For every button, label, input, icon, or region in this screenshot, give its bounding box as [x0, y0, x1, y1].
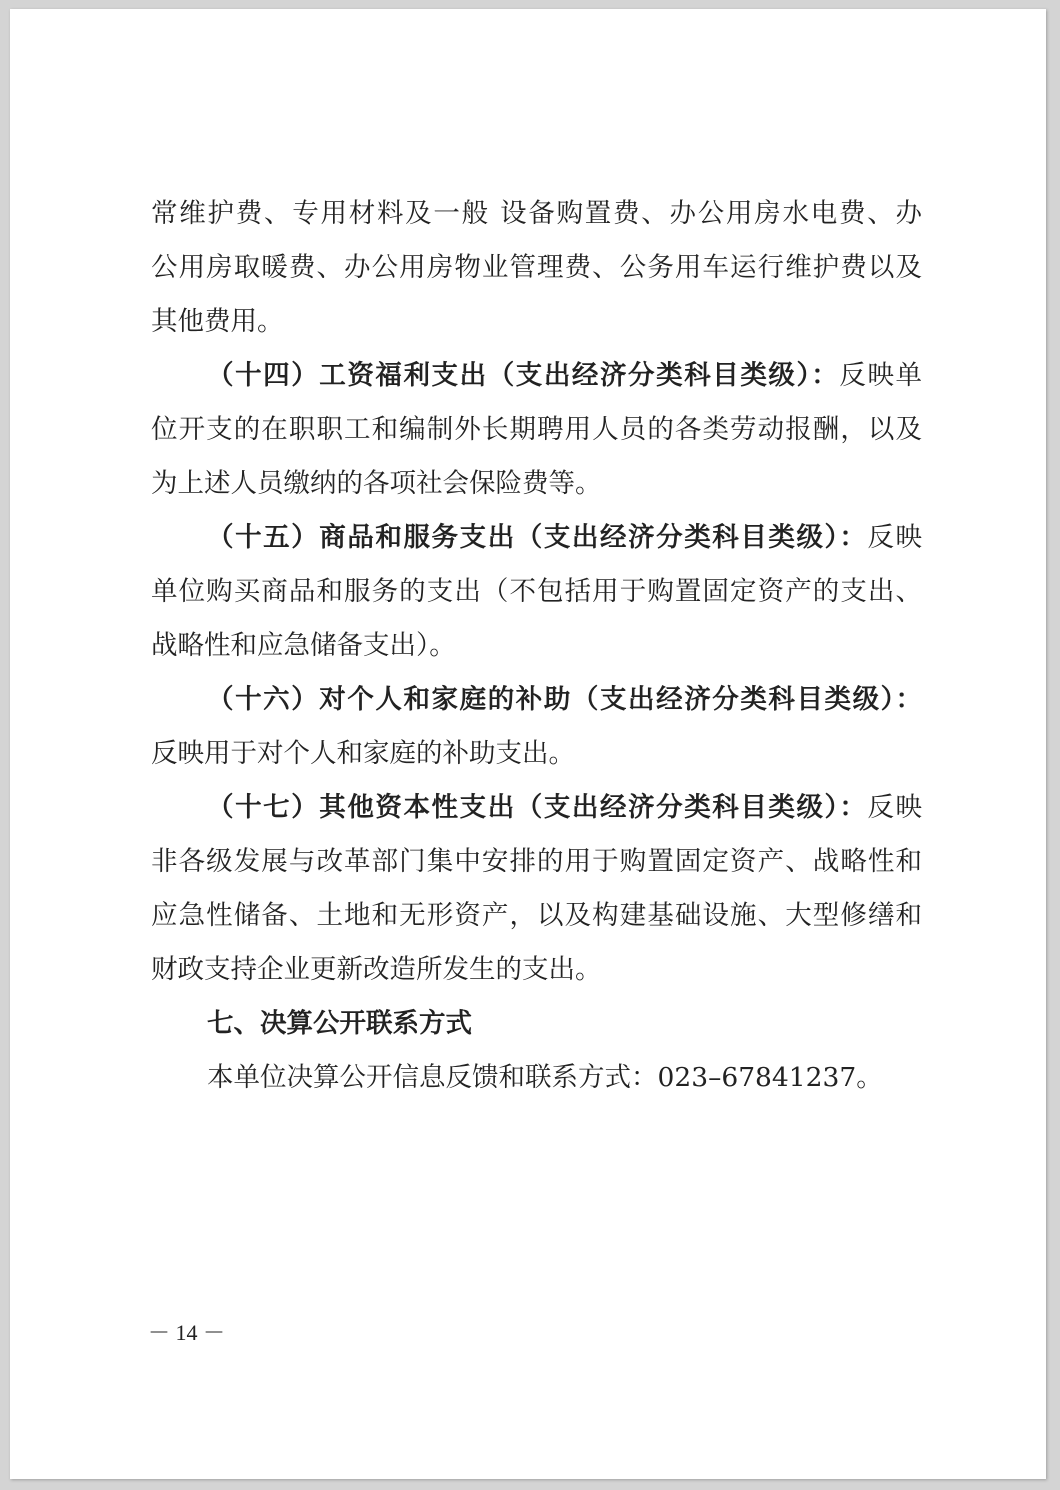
text-line-2 — [151, 241, 922, 295]
section-7-heading: 七、决算公开联系方式 — [207, 1008, 472, 1039]
text-line-11 — [151, 727, 922, 781]
line-text: 反映用于对个人和家庭的补助支出。 — [151, 738, 575, 769]
line-text: 其他费用。 — [151, 306, 284, 337]
text-line-1 — [151, 187, 922, 241]
line-text: 战略性和应急储备支出）。 — [151, 630, 456, 661]
text-line-8 — [151, 565, 922, 619]
item-14-heading-line — [151, 349, 922, 403]
line-text: 应急性储备、土地和无形资产，以及构建基础设施、大型修缮和 — [151, 900, 922, 931]
contact-line — [151, 1051, 922, 1105]
page-number: － 14 － — [148, 1320, 226, 1345]
line-text: 反映单 — [839, 360, 923, 391]
text-line-13 — [151, 835, 922, 889]
line-text: 单位购买商品和服务的支出（不包括用于购置固定资产的支出、 — [151, 576, 922, 607]
text-line-6 — [151, 457, 922, 511]
item-16-heading: （十六）对个人和家庭的补助（支出经济分类科目类级）： — [207, 684, 922, 715]
body-text — [151, 187, 922, 1105]
item-16-heading-line — [151, 673, 922, 727]
line-text: 非各级发展与改革部门集中安排的用于购置固定资产、战略性和 — [151, 846, 922, 877]
document-page — [10, 9, 1046, 1479]
line-text: 反映 — [867, 522, 923, 553]
item-15-heading-line — [151, 511, 922, 565]
line-text: 常维护费、专用材料及一般 设备购置费、办公用房水电费、办 — [151, 198, 922, 229]
line-text: 财政支持企业更新改造所发生的支出。 — [151, 954, 602, 985]
line-text: 公用房取暖费、办公用房物业管理费、公务用车运行维护费以及 — [151, 252, 922, 283]
line-text: 反映 — [867, 792, 923, 823]
line-text: 位开支的在职职工和编制外长期聘用人员的各类劳动报酬，以及 — [151, 414, 922, 445]
section-7-heading-line — [151, 997, 922, 1051]
contact-text: 本单位决算公开信息反馈和联系方式：023–67841237。 — [207, 1062, 883, 1093]
text-line-14 — [151, 889, 922, 943]
item-17-heading-line — [151, 781, 922, 835]
item-15-heading: （十五）商品和服务支出（支出经济分类科目类级）： — [207, 522, 868, 553]
text-line-15 — [151, 943, 922, 997]
text-line-3 — [151, 295, 922, 349]
text-line-5 — [151, 403, 922, 457]
text-line-9 — [151, 619, 922, 673]
item-17-heading: （十七）其他资本性支出（支出经济分类科目类级）： — [207, 792, 868, 823]
line-text: 为上述人员缴纳的各项社会保险费等。 — [151, 468, 602, 499]
item-14-heading: （十四）工资福利支出（支出经济分类科目类级）： — [207, 360, 840, 391]
